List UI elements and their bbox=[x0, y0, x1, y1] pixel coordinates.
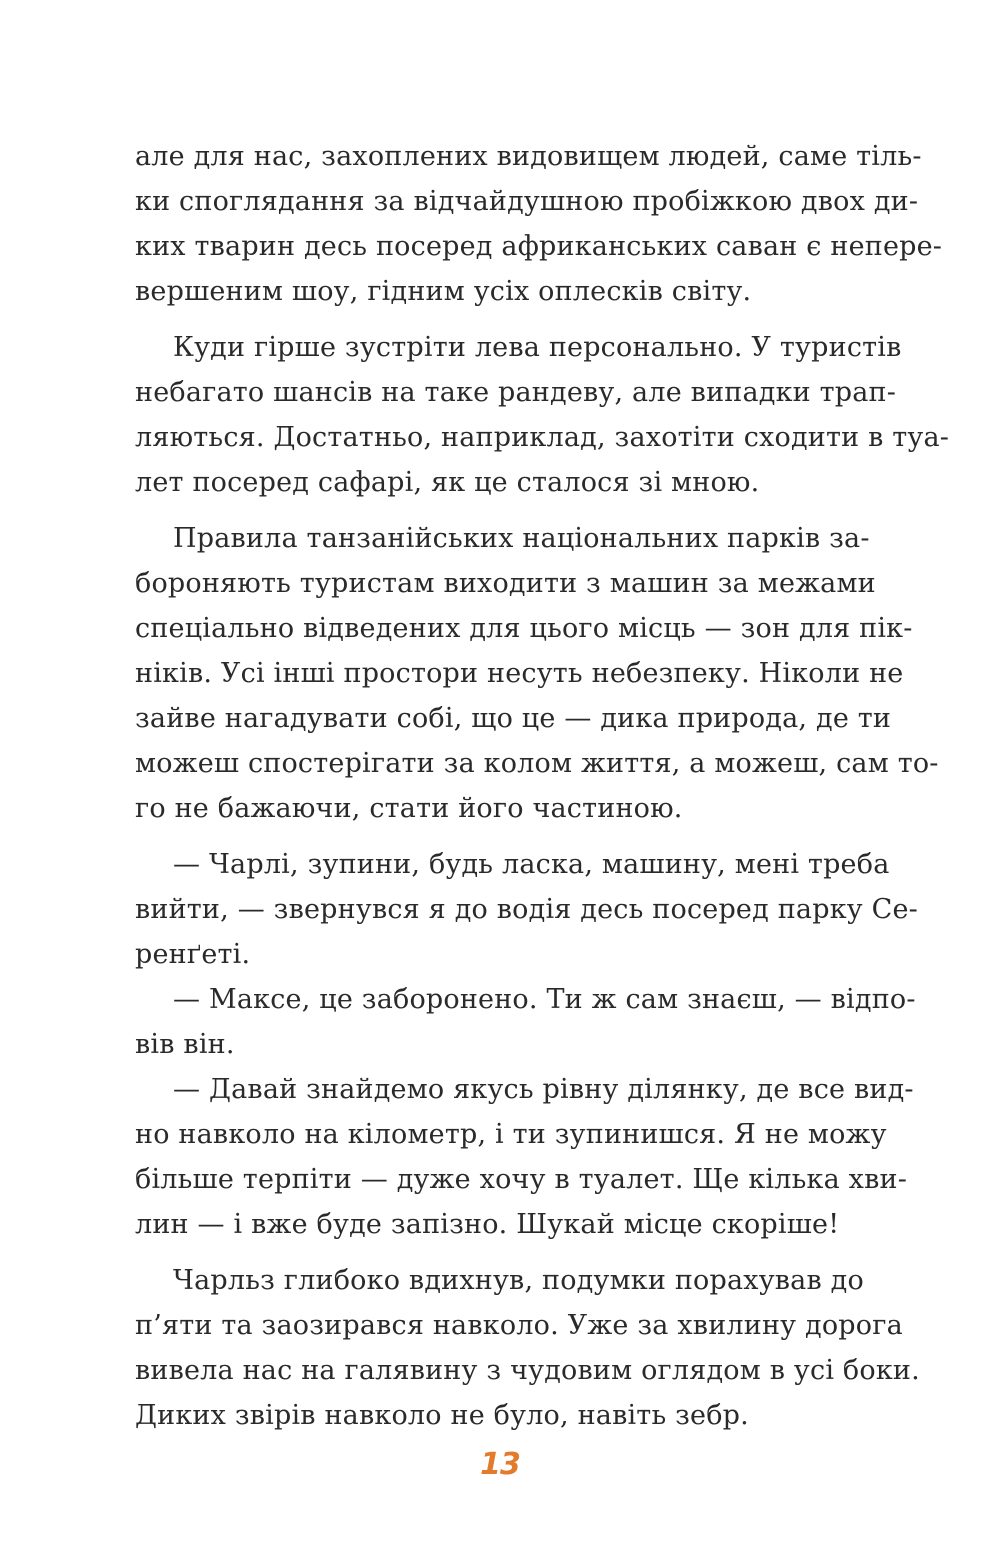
text-line: ренґеті. bbox=[135, 939, 251, 970]
paragraph bbox=[135, 1067, 914, 1247]
text-line: — Давай знайдемо якусь рівну ділянку, де все вид- bbox=[173, 1074, 914, 1105]
text-line: вийти, — звернувся я до водія десь посеред парку Се- bbox=[135, 894, 918, 925]
text-line: лин — і вже буде запізно. Шукай місце скоріше! bbox=[135, 1209, 840, 1240]
text-line: вивела нас на галявину з чудовим оглядом в усі боки. bbox=[135, 1355, 920, 1386]
text-line: ляються. Достатньо, наприклад, захотіти сходити в туа- bbox=[135, 422, 950, 453]
text-line: го не бажаючи, стати його частиною. bbox=[135, 793, 683, 824]
text-line: Правила танзанійських національних парків за- bbox=[173, 523, 870, 554]
paragraph bbox=[135, 134, 943, 314]
text-line: спеціально відведених для цього місць — зон для пік- bbox=[135, 613, 913, 644]
text-line: бороняють туристам виходити з машин за межами bbox=[135, 568, 876, 599]
paragraph bbox=[135, 325, 950, 505]
body-text bbox=[135, 134, 950, 1449]
text-line: лет посеред сафарі, як це сталося зі мною. bbox=[135, 467, 760, 498]
paragraph bbox=[135, 516, 939, 831]
text-line: можеш спостерігати за колом життя, а можеш, сам то- bbox=[135, 748, 939, 779]
text-line: — Чарлі, зупини, будь ласка, машину, мені треба bbox=[173, 849, 890, 880]
text-line: ки споглядання за відчайдушною пробіжкою двох ди- bbox=[135, 186, 919, 217]
text-line: п’яти та заозирався навколо. Уже за хвилину дорога bbox=[135, 1310, 903, 1341]
text-line: вів він. bbox=[135, 1029, 235, 1060]
text-line: — Максе, це заборонено. Ти ж сам знаєш, — відпо- bbox=[173, 984, 916, 1015]
text-line: Чарльз глибоко вдихнув, подумки порахував до bbox=[173, 1265, 864, 1296]
text-line: Диких звірів навколо не було, навіть зебр. bbox=[135, 1400, 749, 1431]
text-line: більше терпіти — дуже хочу в туалет. Ще кілька хви- bbox=[135, 1164, 908, 1195]
paragraph bbox=[135, 977, 916, 1067]
page-number: 13 bbox=[480, 1447, 520, 1482]
text-line: ких тварин десь посеред африканських саван є непере- bbox=[135, 231, 943, 262]
text-line: ніків. Усі інші простори несуть небезпеку. Ніколи не bbox=[135, 658, 904, 689]
paragraph bbox=[135, 842, 918, 977]
text-line: зайве нагадувати собі, що це — дика природа, де ти bbox=[135, 703, 892, 734]
text-line: вершеним шоу, гідним усіх оплесків світу. bbox=[135, 276, 752, 307]
text-line: але для нас, захоплених видовищем людей, саме тіль- bbox=[135, 141, 922, 172]
text-line: но навколо на кілометр, і ти зупинишся. Я не можу bbox=[135, 1119, 887, 1150]
text-line: Куди гірше зустріти лева персонально. У туристів bbox=[173, 332, 902, 363]
paragraph bbox=[135, 1258, 920, 1438]
text-line: небагато шансів на таке рандеву, але випадки трап- bbox=[135, 377, 897, 408]
